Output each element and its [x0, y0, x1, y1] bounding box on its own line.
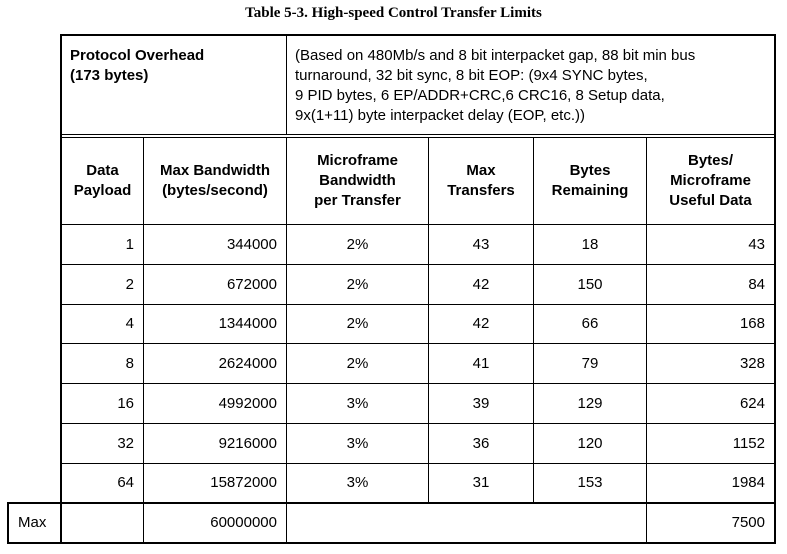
cell-bytes-remaining: 120	[577, 434, 603, 452]
cell-bytes-remaining: 129	[577, 394, 603, 412]
table-caption: Table 5-3. High-speed Control Transfer Limits	[245, 5, 542, 21]
cell-microframe-bandwidth: 2%	[346, 315, 369, 332]
cell-microframe-bandwidth: 2%	[346, 235, 369, 253]
header-line: Bandwidth	[319, 172, 396, 189]
header-line: Data	[86, 162, 119, 179]
cell-max-bandwidth: 4992000	[218, 394, 277, 412]
cell-payload: 2	[125, 275, 134, 293]
cell-payload: 16	[117, 394, 134, 412]
header-line: Remaining	[551, 182, 629, 199]
header-line: Max	[466, 162, 496, 179]
max-row-bandwidth: 60000000	[210, 514, 277, 531]
header-bytes-remaining	[534, 138, 646, 224]
cell-payload: 8	[125, 354, 134, 372]
header-line: Max Bandwidth	[159, 162, 270, 179]
cell-useful-data: 328	[739, 354, 765, 372]
header-line: Bytes	[569, 162, 611, 179]
header-max-bandwidth	[144, 138, 286, 224]
cell-max-bandwidth: 2624000	[218, 354, 277, 372]
header-line: Payload	[73, 182, 132, 199]
cell-payload: 1	[125, 235, 134, 253]
header-max-transfers	[429, 138, 533, 224]
cell-max-bandwidth: 344000	[226, 235, 277, 253]
header-microframe-bandwidth	[287, 138, 428, 224]
overhead-desc-line: 9 PID bytes, 6 EP/ADDR+CRC,6 CRC16, 8 Setup data,	[295, 87, 665, 104]
cell-max-transfers: 42	[472, 275, 490, 293]
cell-microframe-bandwidth: 2%	[346, 354, 369, 372]
protocol-overhead-bytes: (173 bytes)	[70, 67, 149, 84]
header-line: Bytes/	[687, 152, 734, 169]
cell-bytes-remaining: 79	[581, 354, 599, 372]
cell-max-transfers: 41	[472, 354, 490, 372]
cell-max-bandwidth: 9216000	[218, 434, 277, 452]
overhead-desc-line: turnaround, 32 bit sync, 8 bit EOP: (9x4 SYNC bytes,	[295, 67, 648, 84]
cell-microframe-bandwidth: 3%	[346, 434, 369, 452]
header-line: per Transfer	[314, 192, 401, 209]
cell-bytes-remaining: 18	[581, 235, 599, 253]
cell-bytes-remaining: 150	[577, 275, 603, 293]
header-useful-data	[647, 138, 774, 224]
overhead-desc-line: (Based on 480Mb/s and 8 bit interpacket gap, 88 bit min bus	[295, 47, 696, 64]
cell-payload: 64	[117, 474, 134, 491]
cell-microframe-bandwidth: 3%	[346, 394, 369, 412]
cell-microframe-bandwidth: 3%	[346, 474, 369, 491]
max-row-useful: 7500	[731, 514, 765, 531]
cell-useful-data: 624	[739, 394, 765, 412]
protocol-overhead-description	[287, 36, 773, 134]
cell-max-bandwidth: 672000	[226, 275, 277, 293]
header-line: Transfers	[447, 182, 515, 199]
cell-payload: 4	[125, 315, 134, 332]
cell-max-transfers: 36	[472, 434, 490, 452]
cell-max-bandwidth: 1344000	[218, 315, 277, 332]
cell-useful-data: 1984	[731, 474, 765, 491]
cell-max-bandwidth: 15872000	[210, 474, 277, 491]
cell-useful-data: 1152	[732, 434, 765, 452]
header-data-payload	[62, 138, 143, 224]
protocol-overhead-title: Protocol Overhead	[70, 47, 205, 64]
cell-max-transfers: 42	[472, 315, 490, 332]
cell-max-transfers: 39	[472, 394, 490, 412]
protocol-overhead-label	[62, 36, 286, 134]
cell-max-transfers: 31	[472, 474, 490, 491]
cell-max-transfers: 43	[472, 235, 490, 253]
cell-useful-data: 168	[739, 315, 765, 332]
cell-useful-data: 43	[748, 235, 765, 253]
header-line: Microframe	[317, 152, 398, 169]
cell-payload: 32	[117, 434, 134, 452]
cell-bytes-remaining: 66	[581, 315, 599, 332]
cell-microframe-bandwidth: 2%	[346, 275, 369, 293]
header-line: (bytes/second)	[162, 182, 268, 199]
cell-useful-data: 84	[748, 275, 765, 293]
max-row-label: Max	[18, 514, 47, 531]
header-line: Microframe	[670, 172, 751, 189]
cell-bytes-remaining: 153	[577, 474, 603, 491]
overhead-desc-line: 9x(1+11) byte interpacket delay (EOP, etc.))	[295, 107, 586, 124]
header-line: Useful Data	[669, 192, 752, 209]
